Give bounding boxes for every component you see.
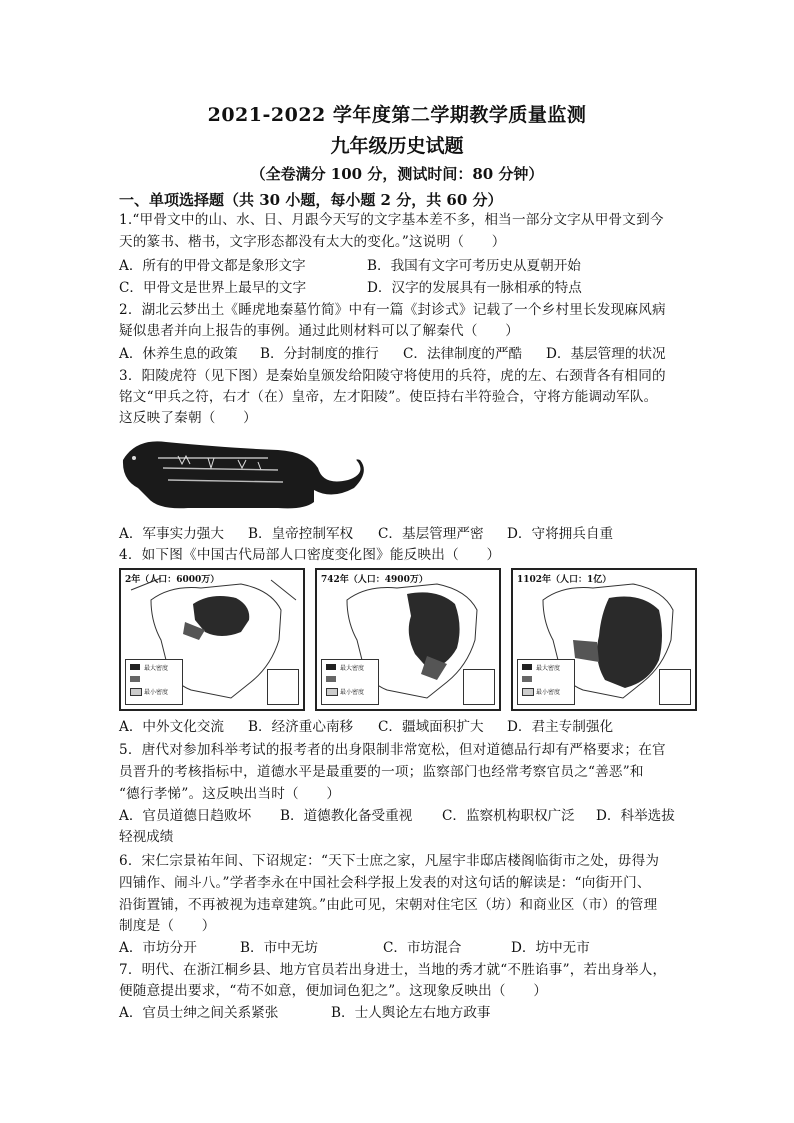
map-2-inset [267,669,299,705]
q6-line-1: 6．宋仁宗景祐年间、下诏规定：“天下士庶之家，凡屋宇非邸店楼阁临街市之处，毋得为 [119,853,660,869]
exam-subtitle: 九年级历史试题 [330,135,464,157]
q4-option-b: B．经济重心南移 [248,719,354,735]
exam-title: 2021-2022 学年度第二学期教学质量监测 [207,104,587,126]
q4-line-1: 4．如下图《中国古代局部人口密度变化图》能反映出（ ） [119,547,501,563]
map-year-2 [119,568,305,711]
q6-line-2: 四铺作、闹斗八。”学者李永在中国社会科学报上发表的对这句话的解读是：“向街开门、 [119,875,651,891]
q7-line-2: 便随意提出要求，“苟不如意，便加词色犯之”。这现象反映出（ ） [119,983,548,999]
legend-min: 最小密度 [536,689,561,696]
q2-option-b: B．分封制度的推行 [260,346,379,362]
legend-max: 最大密度 [340,665,365,672]
map-742-inset [463,669,495,705]
q2-option-c: C．法律制度的严酷 [403,346,523,362]
legend-max: 最大密度 [536,665,561,672]
q3-line-1: 3．阳陵虎符（见下图）是秦始皇颁发给阳陵守将使用的兵符，虎的左、右颈背各有相同的 [119,368,666,384]
q5-line-3: “德行孝悌”。这反映出当时（ ） [119,786,341,802]
q3-option-d: D．守将拥兵自重 [507,526,614,542]
q6-option-b: B．市中无坊 [240,940,318,956]
map-1102-legend [517,659,575,705]
q4-option-a: A．中外文化交流 [119,719,224,735]
q1-option-c: C．甲骨文是世界上最早的文字 [119,280,307,296]
q5-option-d-cont: 轻视成绩 [119,829,174,845]
q3-option-b: B．皇帝控制军权 [248,526,354,542]
q7-option-a: A．官员士绅之间关系紧张 [119,1005,279,1021]
map-742-legend [321,659,379,705]
q6-option-a: A．市坊分开 [119,940,197,956]
legend-max: 最大密度 [144,665,169,672]
exam-note: （全卷满分 100 分，测试时间：80 分钟） [250,165,544,183]
map-2-label: 2年（人口：6000万） [125,575,220,585]
q3-line-2: 铭文“甲兵之符，右才（在）皇帝，左才阳陵”。使臣持右半符验合，守将方能调动军队。 [119,389,658,405]
q2-line-1: 2．湖北云梦出土《睡虎地秦墓竹简》中有一篇《封诊式》记载了一个乡村里长发现麻风病 [119,302,666,318]
q1-line-2: 天的篆书、楷书，文字形态都没有太大的变化。”这说明（ ） [119,234,506,250]
q4-option-c: C．疆域面积扩大 [378,719,484,735]
q2-option-d: D．基层管理的状况 [546,346,666,362]
legend-min: 最小密度 [144,689,169,696]
q7-line-1: 7．明代、在浙江桐乡县、地方官员若出身进士，当地的秀才就“不胜谄事”，若出身举人， [119,962,667,978]
q6-option-c: C．市坊混合 [383,940,462,956]
q5-line-1: 5．唐代对参加科举考试的报考者的出身限制非常宽松，但对道德品行却有严格要求；在官 [119,742,666,758]
q5-option-c: C．监察机构职权广泛 [442,808,575,824]
q1-option-a: A．所有的甲骨文都是象形文字 [119,258,306,274]
section-heading: 一、单项选择题（共 30 小题，每小题 2 分，共 60 分） [119,191,503,209]
q3-option-c: C．基层管理严密 [378,526,484,542]
q6-line-4: 制度是（ ） [119,918,216,934]
map-2-legend [125,659,183,705]
map-1102-inset [659,669,691,705]
population-density-maps [119,568,697,712]
map-1102-label: 1102年（人口：1亿） [517,575,612,585]
q7-option-b: B．士人舆论左右地方政事 [331,1005,491,1021]
map-year-742 [315,568,501,711]
q6-option-d: D．坊中无市 [511,940,590,956]
q4-option-d: D．君主专制强化 [507,719,614,735]
map-year-1102 [511,568,697,711]
q5-option-b: B．道德教化备受重视 [280,808,413,824]
tiger-tally-image [118,428,378,518]
q1-option-b: B．我国有文字可考历史从夏朝开始 [367,258,581,274]
legend-min: 最小密度 [340,689,365,696]
q3-option-a: A．军事实力强大 [119,526,224,542]
q1-line-1: 1.“甲骨文中的山、水、日、月跟今天写的文字基本差不多，相当一部分文字从甲骨文到今 [119,212,664,228]
q5-line-2: 员晋升的考核指标中，道德水平是最重要的一项；监察部门也经常考察官员之“善恶”和 [119,764,644,780]
q5-option-d: D．科举选拔 [596,808,675,824]
q3-line-3: 这反映了秦朝（ ） [119,410,257,426]
q5-option-a: A．官员道德日趋败坏 [119,808,252,824]
q2-option-a: A．休养生息的政策 [119,346,238,362]
q6-line-3: 沿街置铺，不再被视为违章建筑。”由此可见，宋朝对住宅区（坊）和商业区（市）的管理 [119,897,658,913]
map-742-label: 742年（人口：4900万） [321,575,428,585]
q2-line-2: 疑似患者并向上报告的事例。通过此则材料可以了解秦代（ ） [119,323,520,339]
q1-option-d: D．汉字的发展具有一脉相承的特点 [367,280,582,296]
